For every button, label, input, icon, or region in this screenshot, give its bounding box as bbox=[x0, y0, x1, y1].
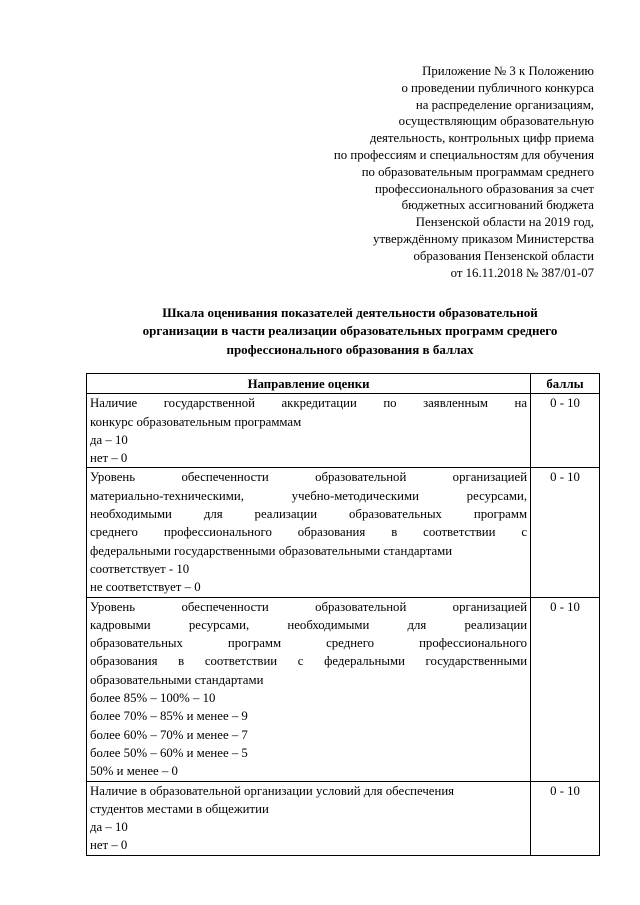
appendix-line: на распределение организациям, bbox=[415, 97, 594, 112]
appendix-line: утверждённому приказом Министерства bbox=[373, 231, 594, 246]
appendix-line: по образовательным программам среднего bbox=[361, 164, 594, 179]
table-row bbox=[87, 394, 600, 468]
criterion-cell bbox=[87, 597, 531, 781]
criterion-line: среднего профессионального образования в соответствии с bbox=[90, 525, 528, 540]
criterion-cell bbox=[87, 781, 531, 855]
appendix-line: осуществляющим образовательную bbox=[398, 114, 594, 129]
appendix-line: от 16.11.2018 № 387/01-07 bbox=[450, 265, 594, 280]
criterion-line: Наличие государственной аккредитации по заявленным на bbox=[90, 396, 528, 411]
criterion-line: более 60% – 70% и менее – 7 bbox=[90, 727, 248, 742]
criterion-line: да – 10 bbox=[90, 432, 128, 447]
criterion-line: студентов местами в общежитии bbox=[90, 801, 269, 816]
appendix-line: профессионального образования за счет bbox=[375, 181, 594, 196]
column-header-score: баллы bbox=[531, 374, 600, 394]
score-cell: 0 - 10 bbox=[531, 394, 600, 468]
score-cell: 0 - 10 bbox=[531, 468, 600, 597]
criterion-line: более 70% – 85% и менее – 9 bbox=[90, 709, 248, 724]
criterion-line: образовательных программ среднего профессионального bbox=[90, 636, 528, 651]
table-row bbox=[87, 597, 600, 781]
table-header-row bbox=[87, 374, 600, 394]
criterion-line: нет – 0 bbox=[90, 451, 128, 466]
criterion-line: более 50% – 60% и менее – 5 bbox=[90, 745, 248, 760]
title-line: Шкала оценивания показателей деятельности образовательной bbox=[162, 305, 538, 320]
criterion-line: да – 10 bbox=[90, 820, 128, 835]
criterion-line: соответствует - 10 bbox=[90, 561, 190, 576]
criterion-line: образовательными стандартами bbox=[90, 672, 264, 687]
title-line: профессионального образования в баллах bbox=[226, 341, 474, 357]
title-line: организации в части реализации образовательных программ среднего bbox=[142, 323, 558, 339]
column-header-direction: Направление оценки bbox=[87, 374, 531, 394]
criterion-cell bbox=[87, 394, 531, 468]
table-row bbox=[87, 468, 600, 597]
appendix-line: образования Пензенской области bbox=[413, 248, 594, 263]
criterion-line: образования в соответствии с федеральными государственными bbox=[90, 654, 528, 669]
criterion-line: Наличие в образовательной организации условий для обеспечения bbox=[90, 783, 455, 798]
appendix-line: Приложение № 3 к Положению bbox=[422, 64, 594, 78]
table-row bbox=[87, 781, 600, 855]
score-cell: 0 - 10 bbox=[531, 781, 600, 855]
criterion-line: кадровыми ресурсами, необходимыми для реализации bbox=[90, 617, 528, 632]
appendix-line: деятельность, контрольных цифр приема bbox=[369, 131, 594, 146]
criterion-line: Уровень обеспеченности образовательной организацией bbox=[90, 599, 528, 614]
appendix-line: о проведении публичного конкурса bbox=[401, 80, 594, 95]
criterion-line: 50% и менее – 0 bbox=[90, 764, 178, 779]
criterion-line: федеральными государственными образовательными стандартами bbox=[90, 543, 453, 558]
criterion-line: нет – 0 bbox=[90, 838, 128, 853]
appendix-header bbox=[234, 63, 594, 281]
criterion-line: Уровень обеспеченности образовательной организацией bbox=[90, 470, 528, 485]
appendix-line: бюджетных ассигнований бюджета bbox=[401, 198, 594, 213]
criterion-line: конкурс образовательным программам bbox=[90, 414, 302, 429]
score-cell: 0 - 10 bbox=[531, 597, 600, 781]
appendix-line: по профессиям и специальностям для обучения bbox=[333, 147, 594, 162]
criterion-line: материально-техническими, учебно-методическими ресурсами, bbox=[90, 488, 528, 503]
appendix-line: Пензенской области на 2019 год, bbox=[415, 215, 594, 230]
scoring-table bbox=[86, 373, 600, 856]
criterion-line: более 85% – 100% – 10 bbox=[90, 691, 216, 706]
criterion-cell bbox=[87, 468, 531, 597]
criterion-line: необходимыми для реализации образовательных программ bbox=[90, 507, 528, 522]
criterion-line: не соответствует – 0 bbox=[90, 580, 201, 595]
document-title bbox=[88, 304, 612, 359]
